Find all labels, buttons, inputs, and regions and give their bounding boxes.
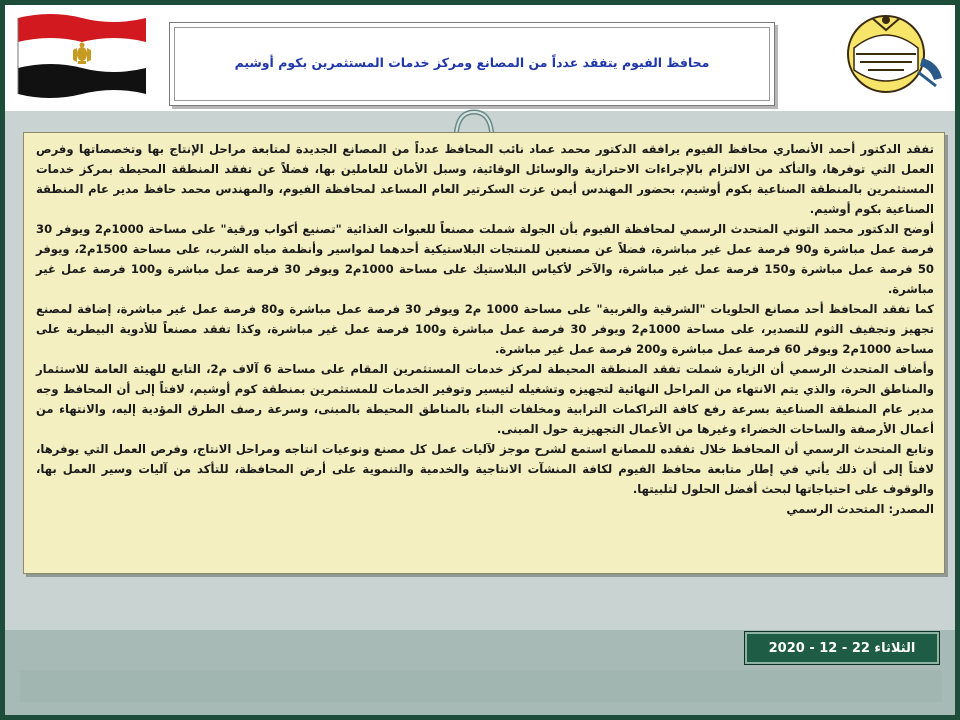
article-paragraph: أوضح الدكتور محمد التوني المتحدث الرسمي لمحافظة الفيوم بأن الجولة شملت مصنعاً للعبوات الغذائية "تصنيع أكواب ورقية" على مساحة 1000م2 ويوفر 30 فرصة عمل مباشرة و90 فرصة عمل غير مباشرة، فضلاً عن مصنعين للمنتجات البلاستيكية أحدهما لمواسير وأنظمة مياه الشرب، على مساحة 1500م2، ويوفر 50 فرصة عمل مباشرة و150 فرصة عمل غير مباشرة، والآخر لأكياس البلاستيك على مساحة 1000م2 ويوفر 30 فرصة عمل مباشرة و100 فرصة عمل غير مباشرة. (36, 222, 934, 296)
article-paragraph: تفقد الدكتور أحمد الأنصاري محافظ الفيوم يرافقه الدكتور محمد عماد نائب المحافظ عدداً من المصانع الجديدة لمتابعة مراحل الإنتاج بها وتخصصاتها وفرص العمل التي توفرها، والتأكد من الالتزام بالإجراءات الاحترازية والوسائل الوقائية، وسبل الأمان للعاملين بها، فضلاً عن تفقد المنطقة المحيطة بمركز خدمات المستثمرين بالمنطقة الصناعية بكوم أوشيم، بحضور المهندس أيمن عزت السكرتير العام المساعد لمحافظة الفيوم، والمهندس محمد حافظ مدير عام المنطقة الصناعية بكوم أوشيم. (36, 142, 934, 216)
fayoum-governorate-logo (838, 8, 946, 96)
footer-bar (20, 670, 942, 702)
egypt-flag-icon (16, 10, 148, 98)
article-paragraph: وأضاف المتحدث الرسمي أن الزيارة شملت تفقد المنطقة المحيطة لمركز خدمات المستثمرين المقام على مساحة 6 آلاف م2، التابع للهيئة العامة للاستثمار والمناطق الحرة، والذي يتم الانتهاء من المراحل النهائية لتجهيزه وتشغيله لتيسير وتوفير الخدمات للمستثمرين بمنطقة كوم أوشيم، لافتاً إلى أن المحافظ وجه مدير عام المنطقة الصناعية بسرعة رفع كافة التراكمات الترابية ومخلفات البناء بالمناطق المحيطة بالمبنى، وسرعة رصف الطرق المؤدية إليه، والانتهاء من أعمال الأرصفة والساحات الخضراء وغيرها من الأعمال التجهيزية حول المبنى. (36, 362, 934, 436)
article-source: المصدر: المتحدث الرسمي (786, 502, 934, 516)
date-badge (744, 631, 940, 665)
headline-box (169, 22, 775, 106)
article-body (23, 132, 945, 574)
article-paragraph: وتابع المتحدث الرسمي أن المحافظ خلال تفقده للمصانع استمع لشرح موجز لآليات عمل كل مصنع ونوعيات انتاجه ومراحل الانتاج، وفرص العمل التي يوفرها، لافتاً إلى أن ذلك يأتي في إطار متابعة محافظ الفيوم لكافة المنشآت الانتاجية والخدمية والتنموية على أرض المحافظة، للتأكد من آليات وسير العمل بها، والوقوف على احتياجاتها لبحث أفضل الحلول لتلبيتها. (36, 442, 934, 496)
article-paragraph: كما تفقد المحافظ أحد مصانع الحلويات "الشرقية والغربية" على مساحة 1000 م2 ويوفر 30 فرصة عمل مباشرة و80 فرصة عمل غير مباشرة، إضافة لمصنع تجهيز وتجفيف الثوم للتصدير، على مساحة 1000م2 ويوفر 30 فرصة عمل مباشرة و100 فرصة عمل غير مباشرة، وكذا تفقد مصنعاً للأدوية البيطرية على مساحة 1000م2 ويوفر 60 فرصة عمل مباشرة و200 فرصة عمل غير مباشرة. (36, 302, 934, 356)
publish-date: الثلاثاء 22 - 12 - 2020 (768, 641, 916, 656)
page-title: محافظ الفيوم يتفقد عدداً من المصانع ومركز خدمات المستثمرين بكوم أوشيم (234, 55, 710, 70)
